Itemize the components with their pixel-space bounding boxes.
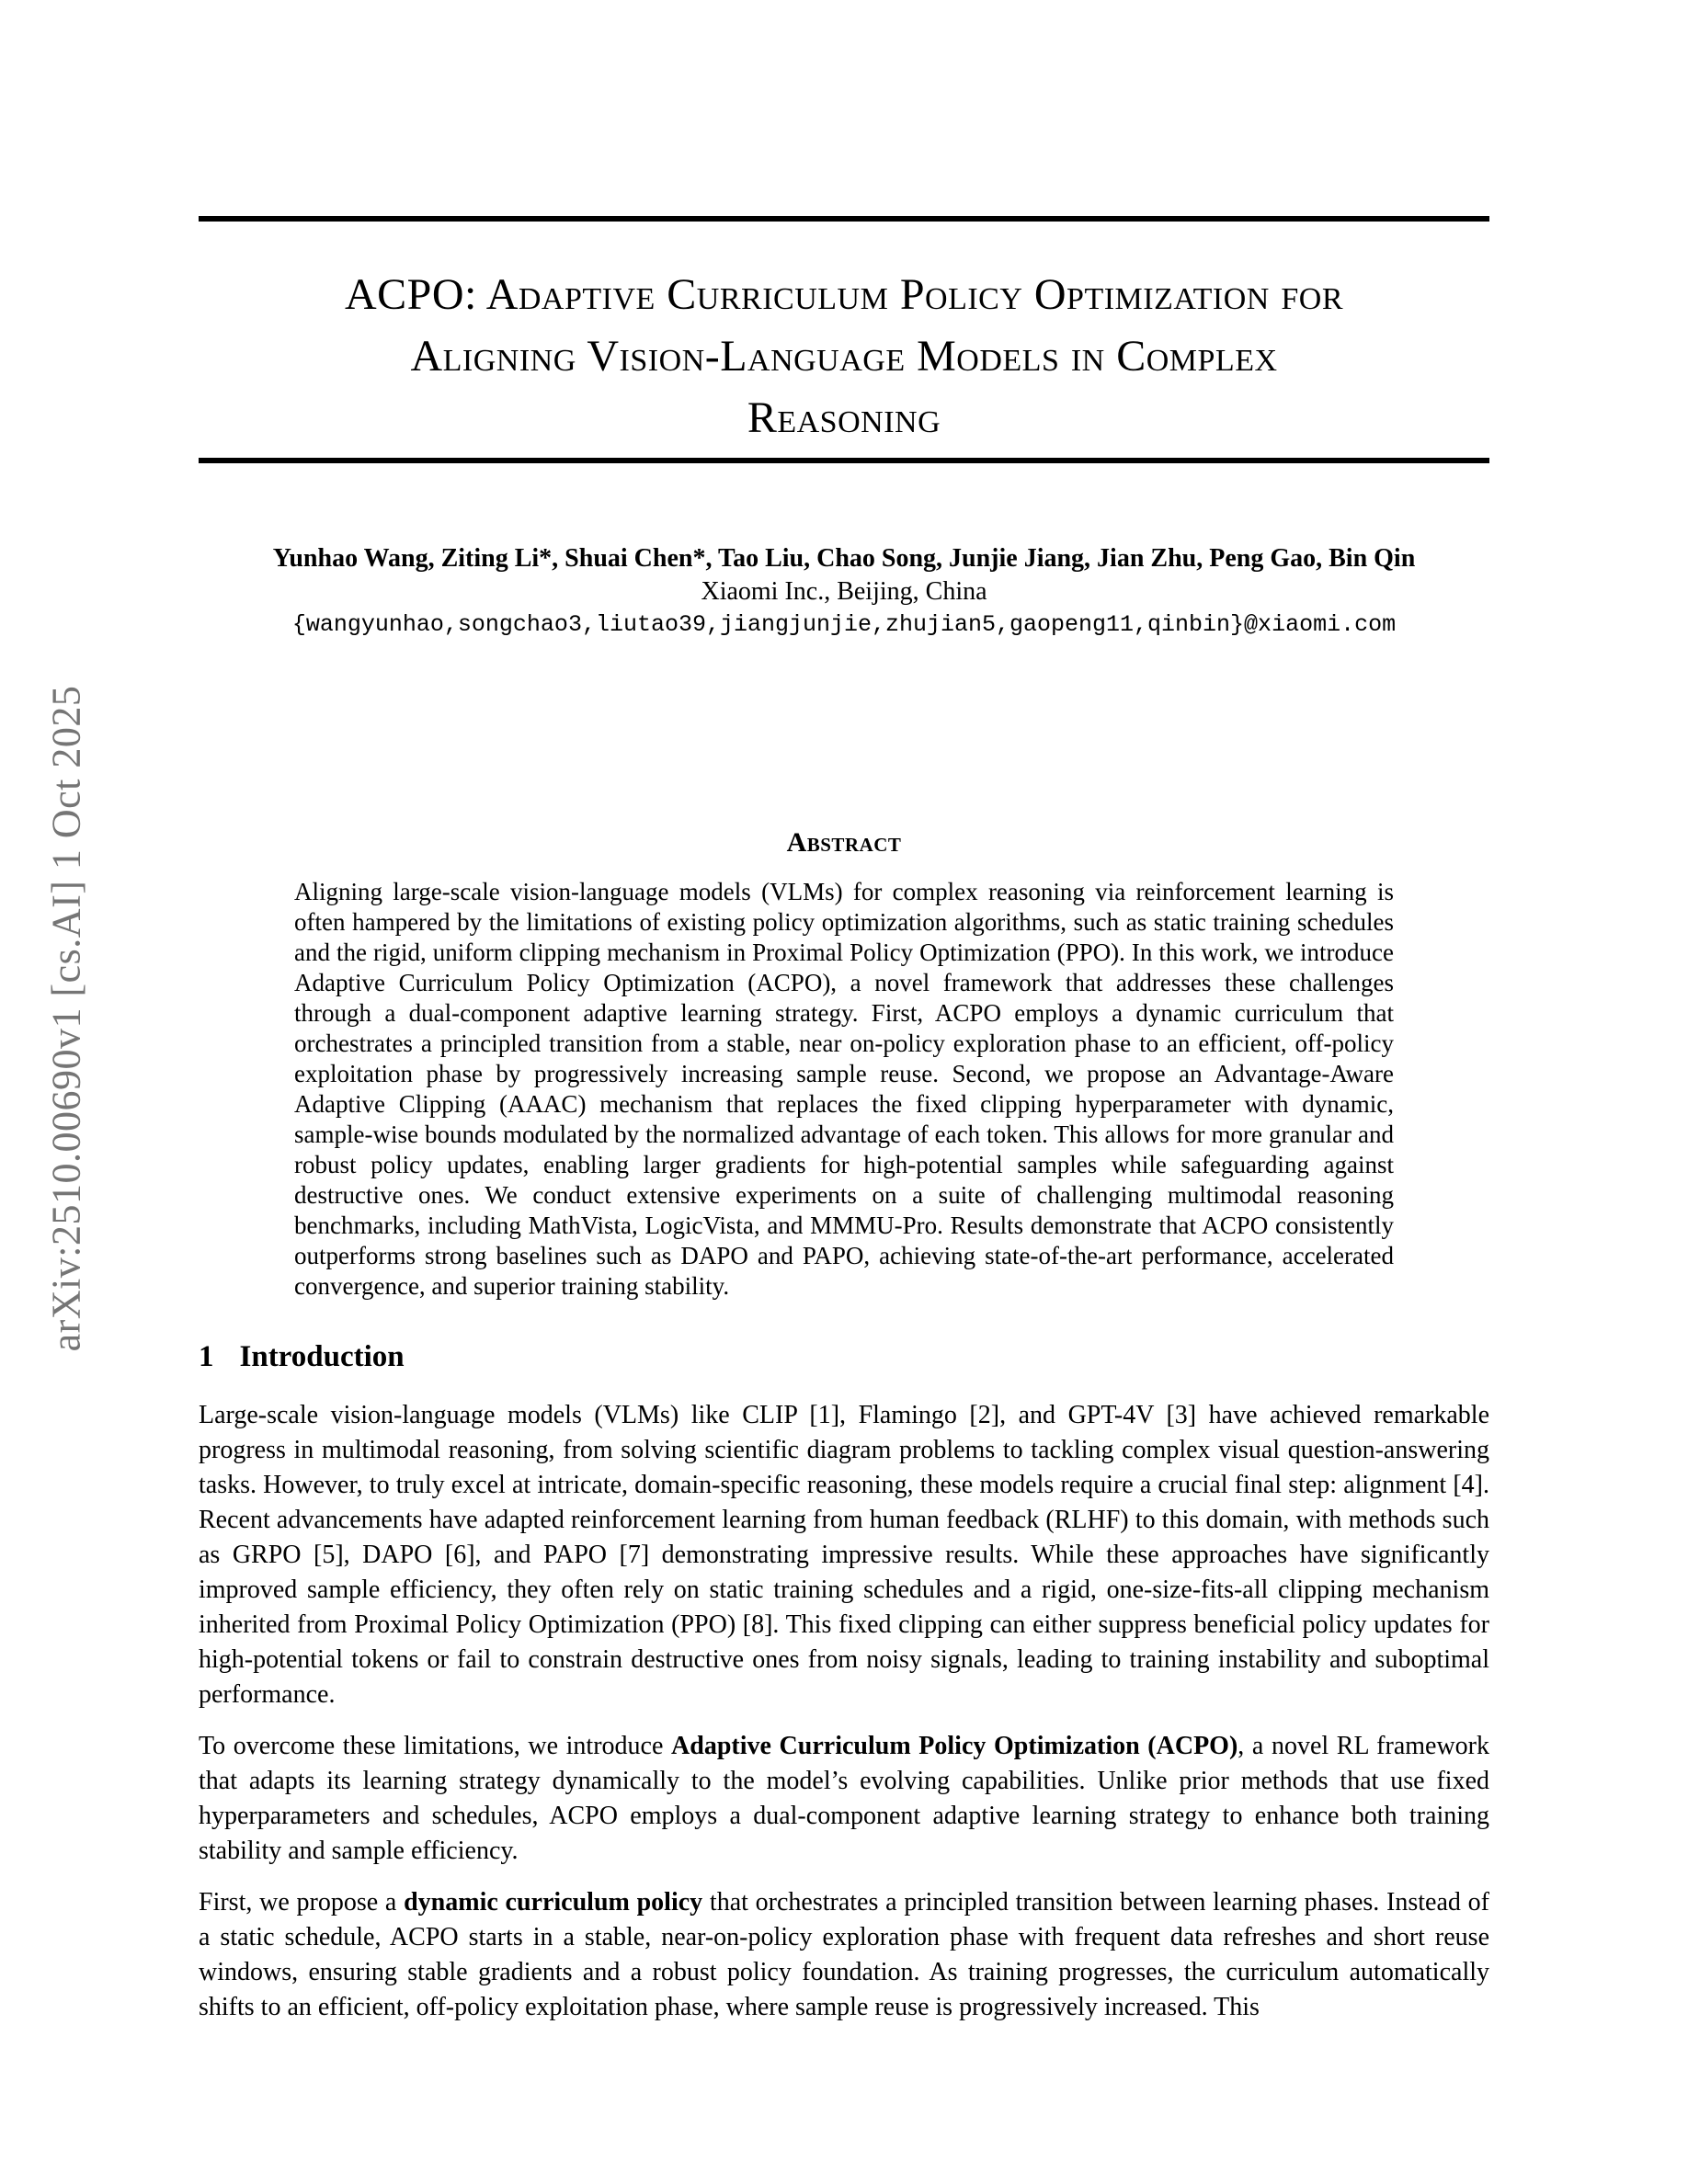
intro-p2-pre: To overcome these limitations, we introduce <box>199 1732 672 1760</box>
abstract-text: Aligning large-scale vision-language models (VLMs) for complex reasoning via reinforcement learning is often hampered by the limitations of existing policy optimization algorithms, such as static training schedules and the rigid, uniform clipping mechanism in Proximal Policy Optimization (PPO). In this work, we introduce Adaptive Curriculum Policy Optimization (ACPO), a novel framework that addresses these challenges through a dual-component adaptive learning strategy. First, ACPO employs a dynamic curriculum that orchestrates a principled transition from a stable, near on-policy exploration phase to an efficient, off-policy exploitation phase by progressively increasing sample reuse. Second, we propose an Advantage-Aware Adaptive Clipping (AAAC) mechanism that replaces the fixed clipping hyperparameter with dynamic, sample-wise bounds modulated by the normalized advantage of each token. This allows for more granular and robust policy updates, enabling larger gradients for high-potential samples while safeguarding against destructive ones. We conduct extensive experiments on a suite of challenging multimodal reasoning benchmarks, including MathVista, LogicVista, and MMMU-Pro. Results demonstrate that ACPO consistently outperforms strong baselines such as DAPO and PAPO, achieving state-of-the-art performance, accelerated convergence, and superior training stability. <box>294 878 1394 1300</box>
abstract-heading: Abstract <box>786 827 902 858</box>
section-title: Introduction <box>239 1340 405 1373</box>
intro-paragraph-3 <box>199 1885 1489 2025</box>
intro-p3-pre: First, we propose a <box>199 1888 405 1917</box>
intro-p2-post: , a novel RL framework that adapts its learning strategy dynamically to the model’s evolving capabilities. Unlike prior methods that use fixed hyperparameters and schedules, ACPO employs a dual-component adaptive learning strategy to enhance both training stability and sample efficiency. <box>199 1732 1490 1865</box>
paper-content <box>199 0 1489 2025</box>
section-number: 1 <box>199 1340 214 1373</box>
affiliation-line: Xiaomi Inc., Beijing, China <box>701 577 987 606</box>
intro-p2-bold-term: Adaptive Curriculum Policy Optimization (ACPO) <box>671 1732 1238 1760</box>
paper-title-line-3: Reasoning <box>747 393 941 442</box>
intro-paragraph-2 <box>199 1729 1489 1869</box>
title-rule-bottom <box>199 458 1489 463</box>
arxiv-watermark: arXiv:2510.00690v1 [cs.AI] 1 Oct 2025 <box>43 685 89 1352</box>
title-rule-top <box>199 216 1489 222</box>
intro-p3-bold-term: dynamic curriculum policy <box>404 1888 703 1917</box>
paper-title <box>199 264 1489 449</box>
paper-title-line-1: ACPO: Adaptive Curriculum Policy Optimization for <box>344 270 1344 319</box>
section-heading-introduction <box>199 1340 1489 1374</box>
authors-line: Yunhao Wang, Ziting Li*, Shuai Chen*, Tao Liu, Chao Song, Junjie Jiang, Jian Zhu, Peng Gao, Bin Qin <box>272 544 1416 573</box>
paper-title-line-2: Aligning Vision-Language Models in Complex <box>410 332 1278 381</box>
intro-paragraph-1: Large-scale vision-language models (VLMs) like CLIP [1], Flamingo [2], and GPT-4V [3] have achieved remarkable progress in multimodal reasoning, from solving scientific diagram problems to tackling complex visual question-answering tasks. However, to truly excel at intricate, domain-specific reasoning, these models require a crucial final step: alignment [4]. Recent advancements have adapted reinforcement learning from human feedback (RLHF) to this domain, with methods such as GRPO [5], DAPO [6], and PAPO [7] demonstrating impressive results. While these approaches have significantly improved sample efficiency, they often rely on static training schedules and a rigid, one-size-fits-all clipping mechanism inherited from Proximal Policy Optimization (PPO) [8]. This fixed clipping can either suppress beneficial policy updates for high-potential tokens or fail to constrain destructive ones from noisy signals, leading to training instability and suboptimal performance. <box>199 1401 1489 1709</box>
email-line: {wangyunhao,songchao3,liutao39,jiangjunjie,zhujian5,gaopeng11,qinbin}@xiaomi.com <box>291 611 1397 638</box>
intro-p3-post: that orchestrates a principled transition between learning phases. Instead of a static schedule, ACPO starts in a stable, near-on-policy exploration phase with frequent data refreshes and short reuse windows, ensuring stable gradients and a robust policy foundation. As training progresses, the curriculum automatically shifts to an efficient, off-policy exploitation phase, where sample reuse is progressively increased. This <box>199 1888 1489 2021</box>
